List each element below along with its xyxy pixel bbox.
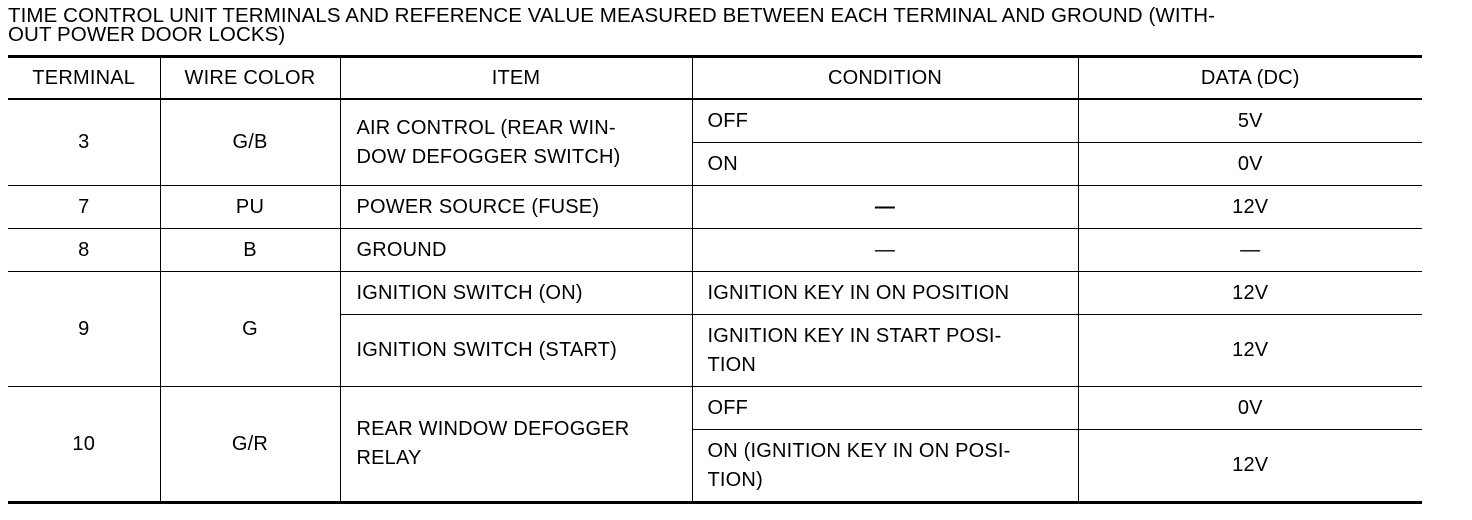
wire-color-cell: G	[160, 272, 340, 387]
condition-cell	[692, 315, 1078, 387]
condition-line: IGNITION KEY IN START POSI-	[707, 324, 1002, 347]
condition-line: TION)	[707, 468, 763, 491]
terminal-cell: 7	[8, 186, 160, 229]
table-row	[8, 99, 1422, 143]
condition-cell	[692, 186, 1078, 229]
header-item: ITEM	[340, 57, 692, 100]
title-line-2: OUT POWER DOOR LOCKS)	[8, 23, 286, 46]
condition-cell: OFF	[692, 99, 1078, 143]
condition-cell	[692, 229, 1078, 272]
wire-color-cell: B	[160, 229, 340, 272]
table-row	[8, 186, 1422, 229]
table-header-row	[8, 57, 1422, 100]
terminal-cell: 9	[8, 272, 160, 387]
condition-cell: ON	[692, 143, 1078, 186]
condition-cell: OFF	[692, 387, 1078, 430]
terminal-cell: 3	[8, 99, 160, 186]
item-line: RELAY	[356, 447, 422, 469]
item-line: DOW DEFOGGER SWITCH)	[356, 145, 621, 168]
wire-color-cell: G/B	[160, 99, 340, 186]
item-cell	[340, 99, 692, 186]
data-cell: 0V	[1078, 143, 1422, 186]
item-cell: GROUND	[340, 229, 692, 272]
header-condition: CONDITION	[692, 57, 1078, 100]
terminal-cell: 10	[8, 387, 160, 503]
wire-color-cell: G/R	[160, 387, 340, 503]
condition-cell	[692, 430, 1078, 503]
item-cell	[340, 387, 692, 503]
condition-line: TION	[707, 353, 757, 376]
table-row	[8, 229, 1422, 272]
condition-line: ON (IGNITION KEY IN ON POSI-	[707, 439, 1011, 462]
title-line-1: TIME CONTROL UNIT TERMINALS AND REFERENCE VALUE MEASURED BETWEEN EACH TERMINAL AND GROUND (WITH-	[8, 4, 1216, 27]
table-row	[8, 387, 1422, 430]
wire-color-cell: PU	[160, 186, 340, 229]
data-cell: 12V	[1078, 272, 1422, 315]
document-title	[8, 6, 1428, 44]
condition-cell: IGNITION KEY IN ON POSITION	[692, 272, 1078, 315]
data-cell: 5V	[1078, 99, 1422, 143]
header-wire-color: WIRE COLOR	[160, 57, 340, 100]
data-cell: 12V	[1078, 315, 1422, 387]
item-cell: POWER SOURCE (FUSE)	[340, 186, 692, 229]
dash-mark: —	[874, 238, 896, 261]
data-cell: 12V	[1078, 186, 1422, 229]
header-data: DATA (DC)	[1078, 57, 1422, 100]
data-cell: 12V	[1078, 430, 1422, 503]
terminal-reference-table	[8, 55, 1422, 504]
dash-mark: —	[874, 195, 896, 218]
item-cell: IGNITION SWITCH (ON)	[340, 272, 692, 315]
header-terminal: TERMINAL	[8, 57, 160, 100]
dash-mark: —	[1240, 238, 1261, 261]
terminal-cell: 8	[8, 229, 160, 272]
data-cell: 0V	[1078, 387, 1422, 430]
item-cell: IGNITION SWITCH (START)	[340, 315, 692, 387]
data-cell	[1078, 229, 1422, 272]
item-line: AIR CONTROL (REAR WIN-	[356, 116, 616, 139]
item-line: REAR WINDOW DEFOGGER	[356, 418, 630, 440]
table-row	[8, 272, 1422, 315]
